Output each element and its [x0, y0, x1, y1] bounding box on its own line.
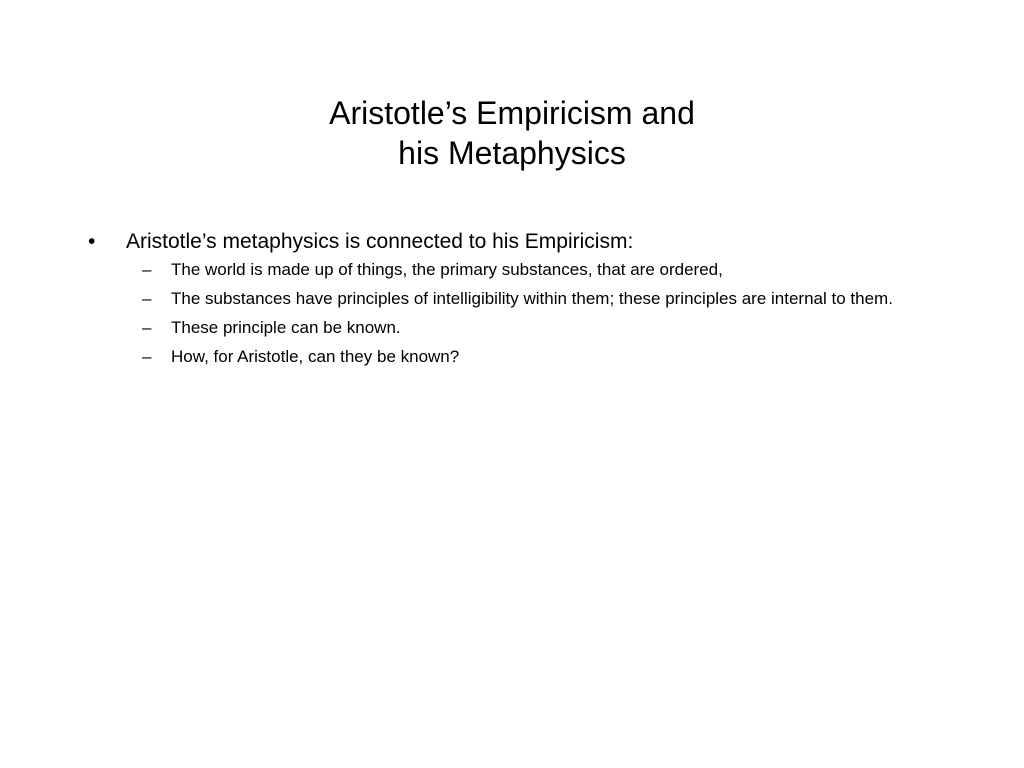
sub-bullet-marker: – [142, 289, 152, 308]
bullet-text: Aristotle’s metaphysics is connected to his Empiricism: [126, 230, 634, 253]
sub-bullet-text: The substances have principles of intelligibility within them; these principles are internal to them. [171, 289, 893, 308]
slide-content [88, 228, 958, 374]
sub-bullet-item [88, 345, 958, 368]
sub-bullet-item [88, 287, 958, 310]
bullet-marker: • [88, 230, 96, 253]
sub-bullet-item [88, 316, 958, 339]
sub-bullet-list [88, 258, 958, 368]
bullet-item [88, 228, 958, 256]
sub-bullet-text: The world is made up of things, the primary substances, that are ordered, [171, 260, 723, 279]
slide-title-line-2: his Metaphysics [398, 135, 626, 171]
sub-bullet-marker: – [142, 347, 152, 366]
sub-bullet-text: These principle can be known. [171, 318, 401, 337]
slide-title [0, 93, 1024, 173]
slide-title-line-1: Aristotle’s Empiricism and [329, 95, 695, 131]
sub-bullet-marker: – [142, 260, 152, 279]
sub-bullet-item [88, 258, 958, 281]
sub-bullet-text: How, for Aristotle, can they be known? [171, 347, 460, 366]
sub-bullet-marker: – [142, 318, 152, 337]
